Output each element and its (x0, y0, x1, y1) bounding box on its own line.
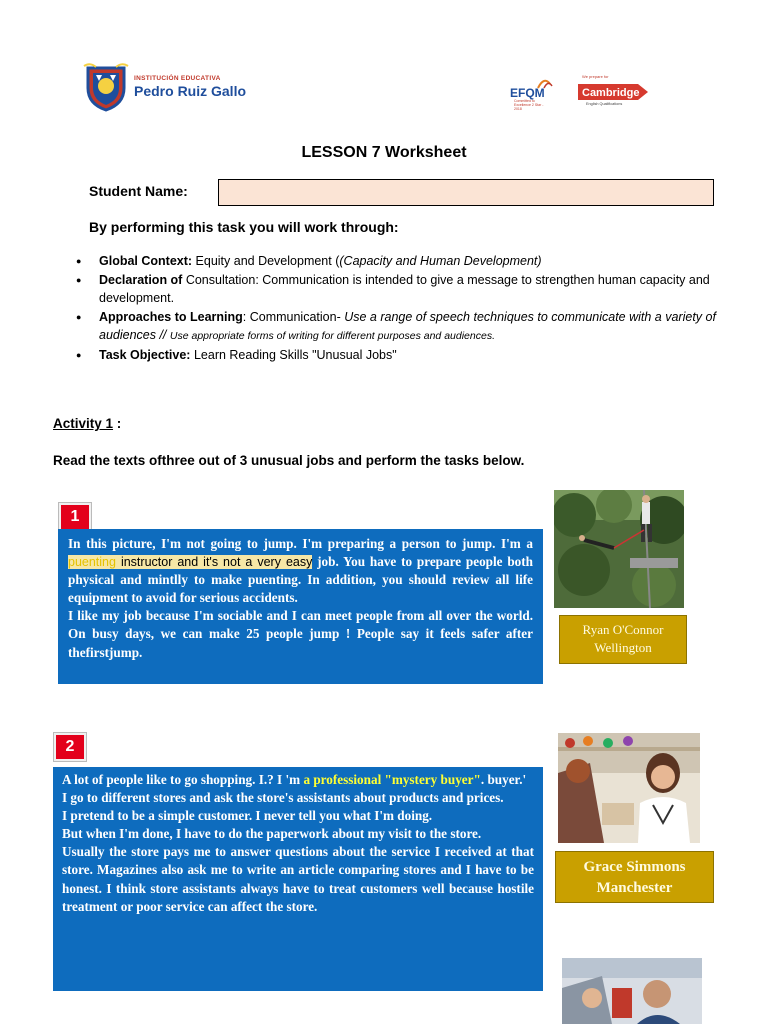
bullet-bold: Task Objective: (99, 347, 191, 362)
shopping-photo (558, 733, 700, 843)
text-paragraph (62, 771, 534, 789)
text-segment: In this picture, I'm not going to jump. I'm preparing a person to jump. I'm a (68, 536, 533, 551)
activity-suffix: : (113, 416, 122, 431)
text-segment: job. You have to prepare people both physical and mintlly to make puenting. In addition, you should review all life equipment to avoid for serious accidents. (68, 554, 533, 606)
intro-text: By performing this task you will work through: (89, 219, 399, 235)
bullet-text: Equity and Development ( (192, 254, 340, 268)
bullet-bold: Global Context: (99, 254, 193, 268)
bullet-bold: Declaration of (99, 272, 183, 287)
activity-heading (53, 416, 121, 431)
list-item (76, 308, 726, 346)
cambridge-subtitle: English Qualifications (586, 102, 623, 106)
school-crest-icon (82, 62, 130, 112)
objectives-list (76, 252, 726, 364)
cambridge-label: Cambridge (582, 87, 640, 99)
student-name-label: Student Name: (89, 183, 188, 199)
text-paragraph: Usually the store pays me to answer questions about the service I received at that store. Magazines also ask me to write an article comparing stores and I have to be honest. I think store assistants always have to treat customers well because hostile treatment or poor service can affect the store. (62, 844, 534, 914)
person-name-box-1 (559, 615, 687, 664)
text-number-badge: 1 (59, 503, 91, 531)
bungee-photo (554, 490, 684, 608)
text-paragraph: I go to different stores and ask the store's assistants about products and prices. (62, 790, 504, 806)
page-title: LESSON 7 Worksheet (301, 144, 467, 161)
list-item (76, 271, 726, 308)
text-segment: . buyer.' (480, 772, 527, 787)
text-box-2 (53, 767, 543, 991)
person-city: Wellington (594, 640, 652, 655)
person-name-box-2 (555, 851, 714, 903)
shopping-photo-image (558, 733, 700, 843)
cambridge-top-label: We prepare for (582, 74, 609, 79)
bungee-photo-image (554, 490, 684, 608)
efqm-subtitle: Committed to Excellence 2 Star - 2018 (514, 99, 544, 111)
text-paragraph: I like my job because I'm sociable and I can meet people from all over the world. On busy days, we can make 25 people jump ! People say it feels safer after thefirstjump. (68, 608, 533, 660)
school-logo (82, 62, 246, 112)
person-city: Manchester (596, 880, 673, 896)
highlighted-word: puenting (68, 555, 116, 570)
text-paragraph: I pretend to be a simple customer. I never tell you what I'm doing. (62, 808, 433, 824)
efqm-logo (510, 76, 568, 112)
text-paragraph: But when I'm done, I have to do the paperwork about my visit to the store. (62, 826, 482, 842)
student-name-field[interactable] (218, 179, 714, 206)
person-name: Ryan O'Connor (582, 622, 664, 637)
activity-label: Activity 1 (53, 416, 114, 431)
text-number-badge: 2 (54, 733, 86, 761)
third-photo (562, 958, 702, 1024)
bullet-italic: Use a range of speech techniques to communicate with a variety of audiences // (99, 309, 716, 342)
bullet-bold: Approaches to Learning (99, 309, 243, 324)
text-paragraph (68, 535, 533, 607)
activity-instruction: Read the texts ofthree out of 3 unusual jobs and perform the tasks below. (53, 453, 525, 468)
cambridge-logo (576, 72, 652, 112)
bullet-text: : Communication- (242, 309, 345, 324)
list-item (76, 252, 726, 271)
text-box-1 (58, 529, 543, 684)
cambridge-badge-icon (576, 80, 652, 104)
efqm-label: EFQM (510, 86, 545, 100)
school-institution-label: INSTITUCIÓN EDUCATIVA (134, 74, 221, 82)
bullet-small-italic: Use appropriate forms of writing for different purposes and audiences. (169, 330, 495, 342)
person-name: Grace Simmons (583, 859, 686, 875)
bullet-text: Consultation: Communication is intended to give a message to strengthen human capacity and development. (99, 272, 710, 305)
list-item (76, 346, 726, 365)
highlighted-phrase: a professional "mystery buyer" (303, 772, 481, 787)
bullet-text: Learn Reading Skills "Unusual Jobs" (190, 347, 397, 362)
bullet-italic: (Capacity and Human Development) (339, 254, 542, 268)
highlighted-phrase: instructor and it's not a very easy (115, 555, 313, 570)
school-name: Pedro Ruiz Gallo (134, 83, 247, 100)
text-segment: A lot of people like to go shopping. I.? I 'm (62, 772, 304, 787)
third-photo-image (562, 958, 702, 1024)
